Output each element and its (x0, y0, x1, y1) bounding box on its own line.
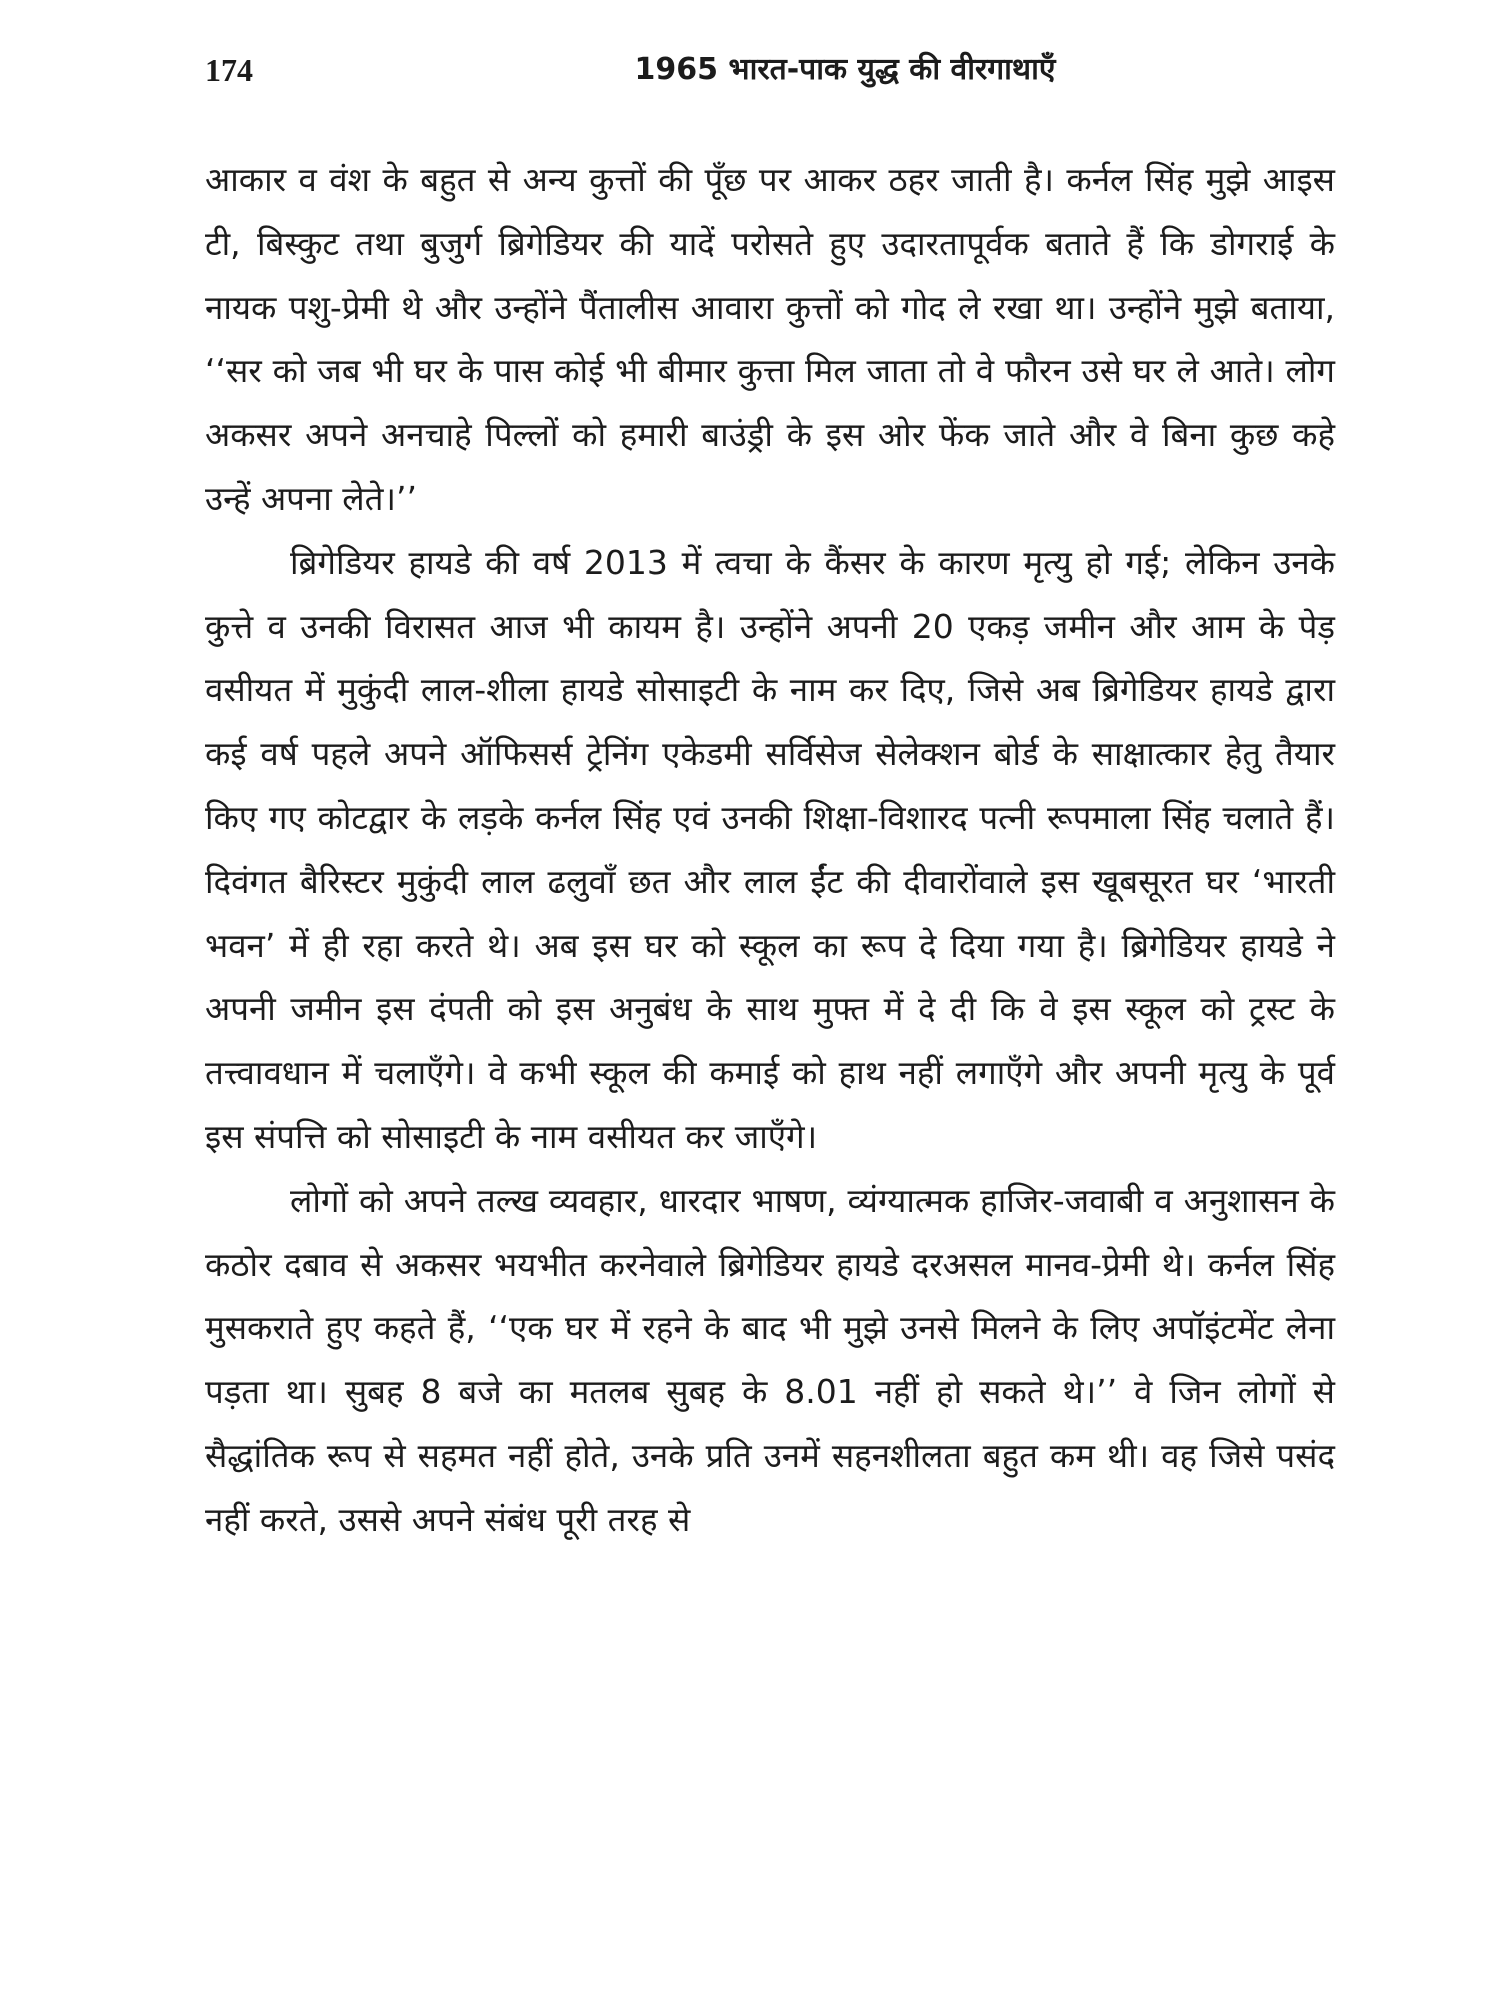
paragraph-2: ब्रिगेडियर हायडे की वर्ष 2013 में त्वचा के कैंसर के कारण मृत्यु हो गई; लेकिन उनके कुत्ते व उनकी विरासत आज भी कायम है। उन्होंने अपनी 20 एकड़ जमीन और आम के पेड़ वसीयत में मुकुंदी लाल-शीला हायडे सोसाइटी के नाम कर दिए, जिसे अब ब्रिगेडियर हायडे द्वारा कई वर्ष पहले अपने ऑफिसर्स ट्रेनिंग एकेडमी सर्विसेज सेलेक्शन बोर्ड के साक्षात्कार हेतु तैयार किए गए कोटद्वार के लड़के कर्नल सिंह एवं उनकी शिक्षा-विशारद पत्नी रूपमाला सिंह चलाते हैं। दिवंगत बैरिस्टर मुकुंदी लाल ढलुवाँ छत और लाल ईंट की दीवारोंवाले इस खूबसूरत घर ‘भारती भवन’ में ही रहा करते थे। अब इस घर को स्कूल का रूप दे दिया गया है। ब्रिगेडियर हायडे ने अपनी जमीन इस दंपती को इस अनुबंध के साथ मुफ्त में दे दी कि वे इस स्कूल को ट्रस्ट के तत्त्वावधान में चलाएँगे। वे कभी स्कूल की कमाई को हाथ नहीं लगाएँगे और अपनी मृत्यु के पूर्व इस संपत्ति को सोसाइटी के नाम वसीयत कर जाएँगे। (205, 542, 1335, 1156)
page-number: 174 (205, 52, 253, 88)
body-text (205, 148, 1335, 1552)
page-header (205, 50, 1335, 110)
running-title: 1965 भारत-पाक युद्ध की वीरगाथाएँ (634, 52, 1056, 87)
paragraph-1: आकार व वंश के बहुत से अन्य कुत्तों की पूँछ पर आकर ठहर जाती है। कर्नल सिंह मुझे आइस टी, बिस्कुट तथा बुजुर्ग ब्रिगेडियर की यादें परोसते हुए उदारतापूर्वक बताते हैं कि डोगराई के नायक पशु-प्रेमी थे और उन्होंने पैंतालीस आवारा कुत्तों को गोद ले रखा था। उन्होंने मुझे बताया, ‘‘सर को जब भी घर के पास कोई भी बीमार कुत्ता मिल जाता तो वे फौरन उसे घर ले आते। लोग अकसर अपने अनचाहे पिल्लों को हमारी बाउंड्री के इस ओर फेंक जाते और वे बिना कुछ कहे उन्हें अपना लेते।’’ (205, 160, 1335, 518)
paragraph-3: लोगों को अपने तल्ख व्यवहार, धारदार भाषण, व्यंग्यात्मक हाजिर-जवाबी व अनुशासन के कठोर दबाव से अकसर भयभीत करनेवाले ब्रिगेडियर हायडे दरअसल मानव-प्रेमी थे। कर्नल सिंह मुसकराते हुए कहते हैं, ‘‘एक घर में रहने के बाद भी मुझे उनसे मिलने के लिए अपॉइंटमेंट लेना पड़ता था। सुबह 8 बजे का मतलब सुबह के 8.01 नहीं हो सकते थे।’’ वे जिन लोगों से सैद्धांतिक रूप से सहमत नहीं होते, उनके प्रति उनमें सहनशीलता बहुत कम थी। वह जिसे पसंद नहीं करते, उससे अपने संबंध पूरी तरह से (205, 1180, 1335, 1539)
